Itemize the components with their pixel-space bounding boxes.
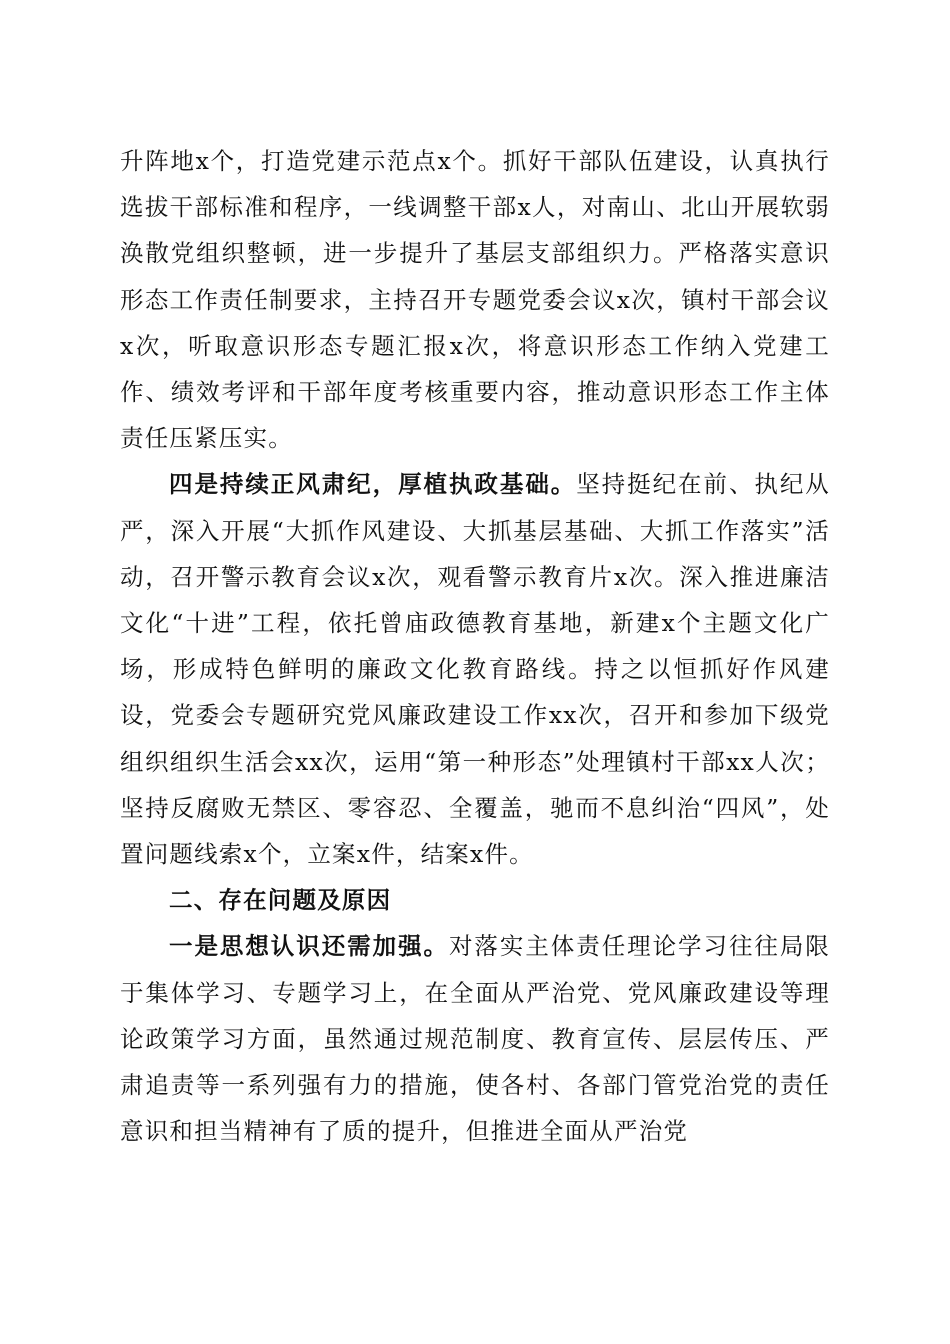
document-page	[120, 138, 830, 1154]
paragraph-continued	[120, 138, 830, 461]
paragraph-point-one	[120, 923, 830, 1154]
paragraph-lead: 四是持续正风肃纪，厚植执政基础。	[169, 470, 577, 499]
paragraph-point-four	[120, 461, 830, 877]
paragraph-lead: 一是思想认识还需加强。	[169, 932, 449, 961]
section-heading	[120, 877, 830, 923]
paragraph-body: 升阵地x个，打造党建示范点x个。抓好干部队伍建设，认真执行选拔干部标准和程序，一线调整干部x人，对南山、北山开展软弱涣散党组织整顿，进一步提升了基层支部组织力。严格落实意识形态工作责任制要求，主持召开专题党委会议x次，镇村干部会议x次，听取意识形态专题汇报x次，将意识形态工作纳入党建工作、绩效考评和干部年度考核重要内容，推动意识形态工作主体责任压紧压实。	[120, 147, 830, 453]
section-heading-text: 二、存在问题及原因	[169, 886, 392, 915]
paragraph-body: 对落实主体责任理论学习往往局限于集体学习、专题学习上，在全面从严治党、党风廉政建设等理论政策学习方面，虽然通过规范制度、教育宣传、层层传压、严肃追责等一系列强有力的措施，使各村、各部门管党治党的责任意识和担当精神有了质的提升，但推进全面从严治党	[120, 932, 831, 1146]
paragraph-body: 坚持挺纪在前、执纪从严，深入开展“大抓作风建设、大抓基层基础、大抓工作落实”活动，召开警示教育会议x次，观看警示教育片x次。深入推进廉洁文化“十进”工程，依托曾庙政德教育基地，新建x个主题文化广场，形成特色鲜明的廉政文化教育路线。持之以恒抓好作风建设，党委会专题研究党风廉政建设工作xx次，召开和参加下级党组织组织生活会xx次，运用“第一种形态”处理镇村干部xx人次；坚持反腐败无禁区、零容忍、全覆盖，驰而不息纠治“四风”，处置问题线索x个，立案x件，结案x件。	[120, 470, 831, 869]
